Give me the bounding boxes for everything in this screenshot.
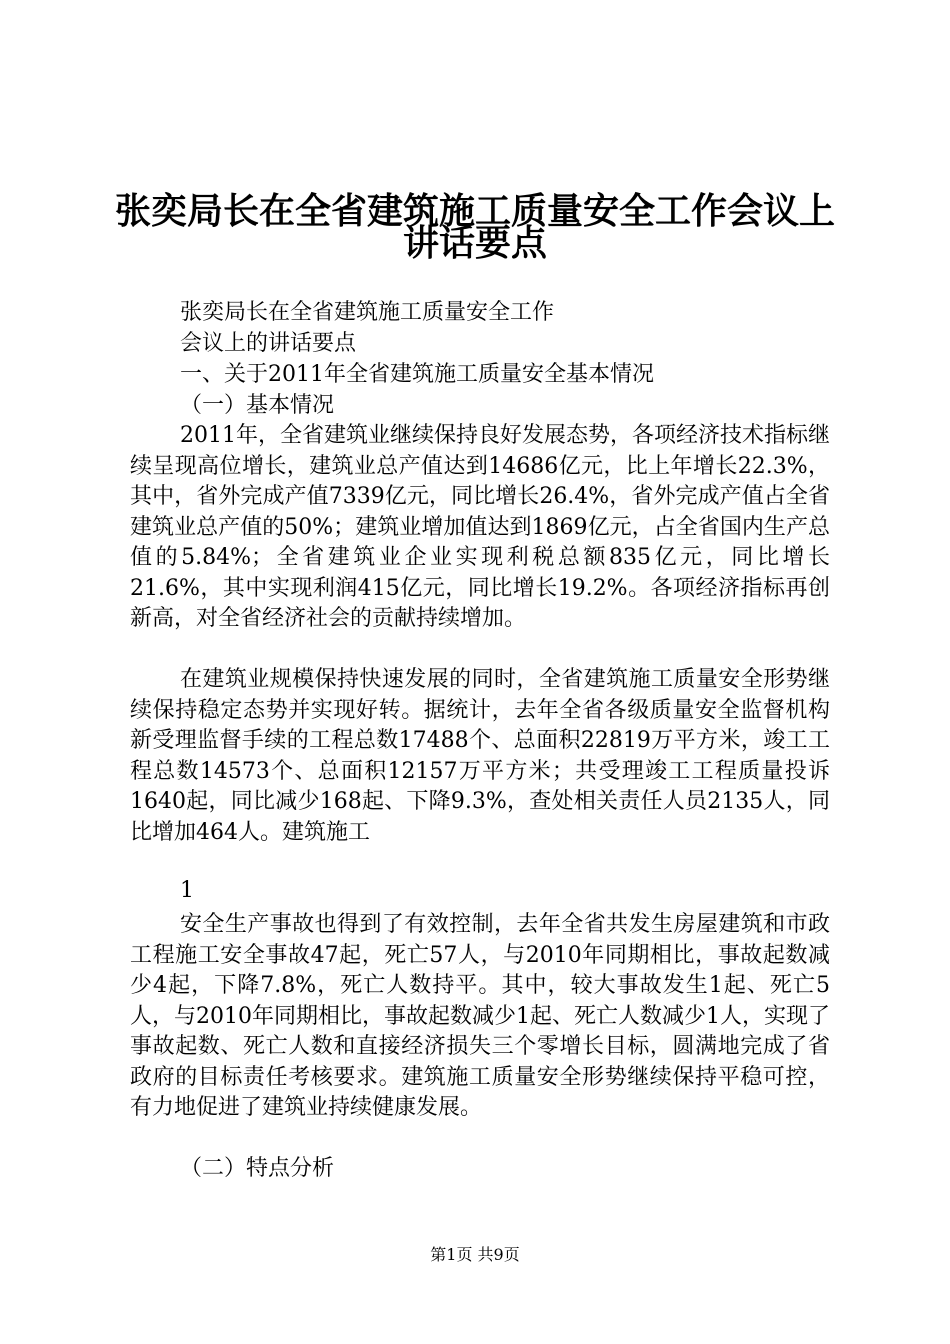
section1-heading: 一、关于2011年全省建筑施工质量安全基本情况	[180, 362, 654, 387]
paragraph-quality-safety: 在建筑业规模保持快速发展的同时，全省建筑施工质量安全形势继续保持稳定态势并实现好转。据统计，去年全省各级质量安全监督机构新受理监督手续的工程总数17488个、总面积22819万平方米，竣工工程总数14573个、总面积12157万平方米；共受理竣工工程质量投诉1640起，同比减少168起、下降9.3%，查处相关责任人员2135人，同比增加464人。建筑施工	[130, 667, 830, 845]
paragraph-basic-situation: 2011年，全省建筑业继续保持良好发展态势，各项经济技术指标继续呈现高位增长，建筑业总产值达到14686亿元，比上年增长22.3%，其中，省外完成产值7339亿元，同比增长26.4%，省外完成产值占全省建筑业总产值的50%；建筑业增加值达到1869亿元，占全省国内生产总值的5.84%；全省建筑业企业实现利税总额835亿元，同比增长21.6%，其中实现利润415亿元，同比增长19.2%。各项经济指标再创新高，对全省经济社会的贡献持续增加。	[130, 423, 830, 631]
paragraph-accident-control: 安全生产事故也得到了有效控制，去年全省共发生房屋建筑和市政工程施工安全事故47起，死亡57人，与2010年同期相比，事故起数减少4起，下降7.8%，死亡人数持平。其中，较大事故发生1起、死亡5人，与2010年同期相比，事故起数减少1起、死亡人数减少1人，实现了事故起数、死亡人数和直接经济损失三个零增长目标，圆满地完成了省政府的目标责任考核要求。建筑施工质量安全形势继续保持平稳可控，有力地促进了建筑业持续健康发展。	[130, 912, 830, 1120]
page-footer: 第1页 共9页	[430, 1245, 520, 1264]
subtitle-line1: 张奕局长在全省建筑施工质量安全工作	[180, 300, 555, 325]
document-title-line2: 讲话要点	[402, 223, 547, 264]
subsection1-heading: （一）基本情况	[180, 393, 335, 418]
document-title-line1: 张奕局长在全省建筑施工质量安全工作会议上	[114, 191, 835, 232]
subtitle-line2: 会议上的讲话要点	[180, 331, 357, 356]
inline-page-number: 1	[180, 878, 194, 903]
subsection2-heading: （二）特点分析	[180, 1156, 335, 1181]
